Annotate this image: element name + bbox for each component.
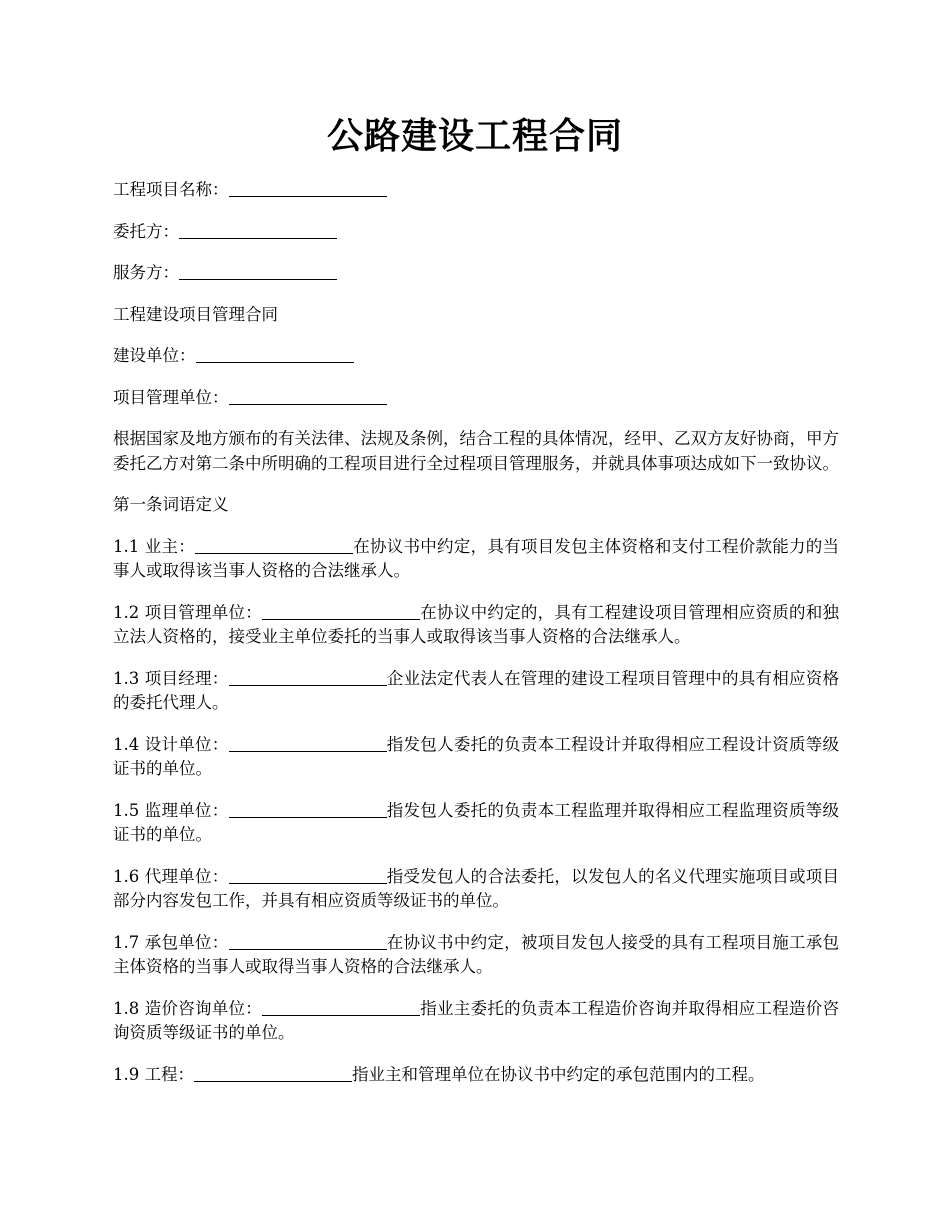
definition-text: 指业主委托的负责本工程造价咨询并取得相应工程造价咨询资质等级证书的单位。 [113, 998, 839, 1042]
fill-in-blank [262, 997, 420, 1016]
definition-1-5 [113, 799, 839, 848]
field-label: 项目管理单位： [113, 387, 229, 407]
field-label: 建设单位： [113, 346, 196, 365]
definition-label: 1.6 代理单位： [113, 866, 229, 886]
field-label: 服务方： [113, 263, 179, 282]
definition-1-2 [113, 601, 839, 650]
fill-in-blank [196, 344, 354, 363]
definition-1-7 [113, 931, 839, 980]
definition-label: 1.8 造价咨询单位： [113, 998, 263, 1018]
fill-in-blank [229, 865, 387, 884]
definition-label: 1.5 监理单位： [113, 800, 229, 820]
fill-in-blank [262, 601, 420, 620]
definition-label: 1.1 业主： [113, 536, 196, 556]
fill-in-blank [179, 220, 337, 239]
definition-1-6 [113, 865, 839, 914]
definition-text: 指受发包人的合法委托，以发包人的名义代理实施项目或项目部分内容发包工作，并具有相应资质等级证书的单位。 [113, 866, 839, 910]
fill-in-blank [194, 1063, 352, 1082]
definition-1-3 [113, 667, 839, 716]
definition-text: 指业主和管理单位在协议书中约定的承包范围内的工程。 [352, 1064, 765, 1084]
field-client [113, 220, 839, 245]
document-body [113, 178, 839, 1104]
definition-label: 1.3 项目经理： [113, 668, 229, 688]
field-construction-unit [113, 344, 839, 369]
field-project-name [113, 178, 839, 203]
field-label: 委托方： [113, 221, 179, 241]
fill-in-blank [229, 667, 387, 686]
definition-label: 1.2 项目管理单位： [113, 602, 263, 622]
definition-1-8 [113, 997, 839, 1046]
fill-in-blank [229, 799, 387, 818]
fill-in-blank [229, 386, 387, 405]
definition-text: 指发包人委托的负责本工程监理并取得相应工程监理资质等级证书的单位。 [113, 800, 839, 844]
definition-text: 在协议中约定的，具有工程建设项目管理相应资质的和独立法人资格的，接受业主单位委托的当事人或取得该当事人资格的合法继承人。 [113, 602, 839, 646]
definition-text: 在协议书中约定，具有项目发包主体资格和支付工程价款能力的当事人或取得该当事人资格的合法继承人。 [113, 536, 839, 580]
definition-label: 1.9 工程： [113, 1064, 194, 1084]
field-label: 工程项目名称： [113, 180, 229, 199]
definition-label: 1.4 设计单位： [113, 734, 229, 754]
field-service-provider [113, 261, 839, 286]
field-project-management-unit [113, 386, 839, 411]
definition-label: 1.7 承包单位： [113, 932, 229, 952]
article-heading: 第一条词语定义 [113, 495, 229, 514]
fill-in-blank [229, 178, 387, 197]
definition-text: 指发包人委托的负责本工程设计并取得相应工程设计资质等级证书的单位。 [113, 734, 839, 778]
preamble-paragraph: 根据国家及地方颁布的有关法律、法规及条例，结合工程的具体情况，经甲、乙双方友好协商，甲方委托乙方对第二条中所明确的工程项目进行全过程项目管理服务，并就具体事项达成如下一致协议。 [113, 429, 839, 473]
document-title: 公路建设工程合同 [326, 115, 623, 157]
definition-text: 在协议书中约定，被项目发包人接受的具有工程项目施工承包主体资格的当事人或取得当事人资格的合法继承人。 [113, 932, 839, 976]
definition-1-1 [113, 535, 839, 584]
definition-text: 企业法定代表人在管理的建设工程项目管理中的具有相应资格的委托代理人。 [113, 668, 839, 712]
fill-in-blank [229, 733, 387, 752]
fill-in-blank [229, 931, 387, 950]
definition-1-9 [113, 1063, 839, 1088]
fill-in-blank [179, 261, 337, 280]
fill-in-blank [195, 535, 353, 554]
definition-1-4 [113, 733, 839, 782]
document-subtitle: 工程建设项目管理合同 [113, 304, 278, 324]
